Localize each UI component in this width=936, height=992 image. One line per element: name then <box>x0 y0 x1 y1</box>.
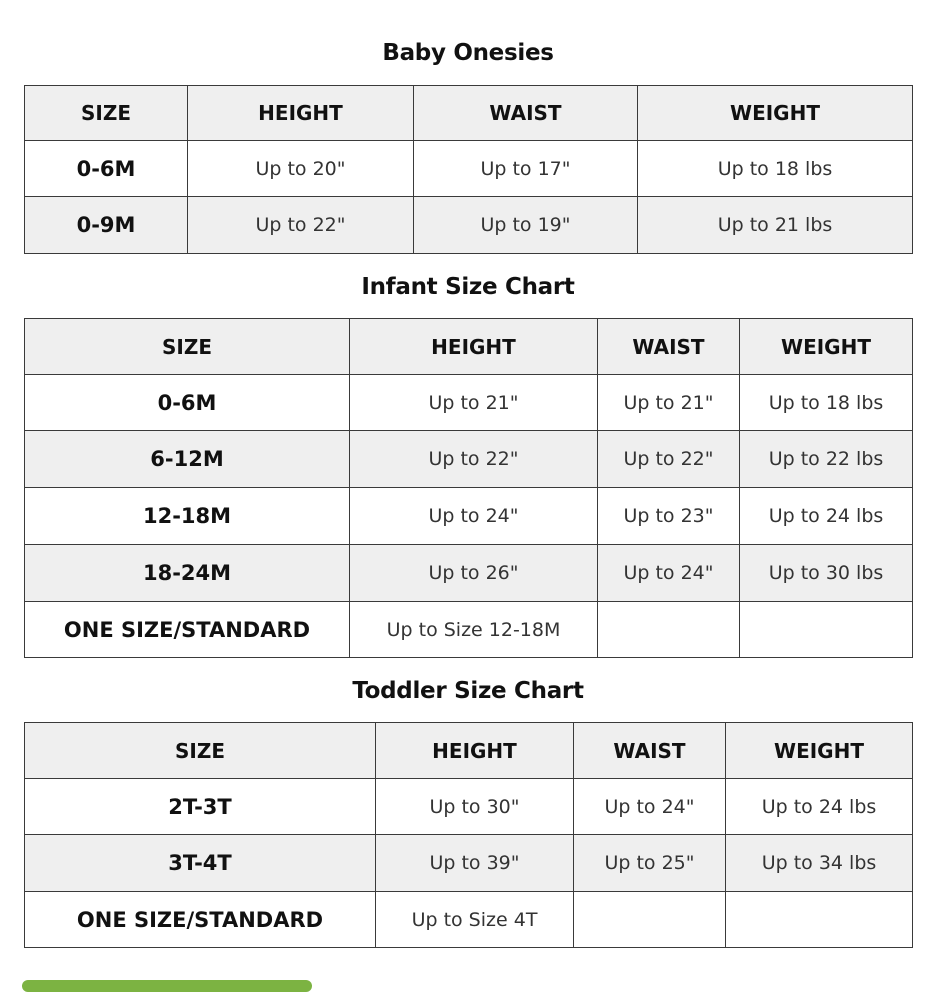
size-cell: ONE SIZE/STANDARD <box>25 892 376 948</box>
toddler-size-chart-title: Toddler Size Chart <box>352 678 584 704</box>
waist-cell <box>598 602 740 658</box>
weight-cell <box>726 892 913 948</box>
waist-cell: Up to 19" <box>414 197 638 254</box>
waist-cell: Up to 24" <box>574 779 726 835</box>
column-header-height: HEIGHT <box>188 86 414 141</box>
weight-cell: Up to 22 lbs <box>740 431 913 488</box>
table-row <box>25 197 913 254</box>
height-cell: Up to 24" <box>350 488 598 545</box>
size-cell: 0-6M <box>25 141 188 197</box>
table-header-row <box>25 86 913 141</box>
waist-cell: Up to 23" <box>598 488 740 545</box>
waist-cell: Up to 21" <box>598 375 740 431</box>
baby-onesies-title: Baby Onesies <box>382 40 554 66</box>
column-header-weight: WEIGHT <box>638 86 913 141</box>
column-header-size: SIZE <box>25 86 188 141</box>
column-header-weight: WEIGHT <box>726 723 913 779</box>
size-cell: 3T-4T <box>25 835 376 892</box>
weight-cell: Up to 24 lbs <box>726 779 913 835</box>
table-row <box>25 892 913 948</box>
weight-cell <box>740 602 913 658</box>
accent-bar <box>22 980 312 992</box>
size-cell: 0-6M <box>25 375 350 431</box>
column-header-size: SIZE <box>25 723 376 779</box>
column-header-height: HEIGHT <box>376 723 574 779</box>
height-cell: Up to 22" <box>188 197 414 254</box>
weight-cell: Up to 21 lbs <box>638 197 913 254</box>
table-header-row <box>25 319 913 375</box>
toddler-size-table <box>24 722 913 948</box>
weight-cell: Up to 24 lbs <box>740 488 913 545</box>
waist-cell: Up to 17" <box>414 141 638 197</box>
table-row <box>25 545 913 602</box>
size-cell: 18-24M <box>25 545 350 602</box>
table-row <box>25 141 913 197</box>
column-header-weight: WEIGHT <box>740 319 913 375</box>
column-header-size: SIZE <box>25 319 350 375</box>
size-cell: 12-18M <box>25 488 350 545</box>
height-cell: Up to 21" <box>350 375 598 431</box>
weight-cell: Up to 34 lbs <box>726 835 913 892</box>
height-cell: Up to 22" <box>350 431 598 488</box>
table-row <box>25 779 913 835</box>
height-cell: Up to 26" <box>350 545 598 602</box>
waist-cell: Up to 24" <box>598 545 740 602</box>
weight-cell: Up to 30 lbs <box>740 545 913 602</box>
height-cell: Up to Size 12-18M <box>350 602 598 658</box>
column-header-waist: WAIST <box>574 723 726 779</box>
table-row <box>25 488 913 545</box>
height-cell: Up to 30" <box>376 779 574 835</box>
height-cell: Up to Size 4T <box>376 892 574 948</box>
size-cell: ONE SIZE/STANDARD <box>25 602 350 658</box>
size-cell: 2T-3T <box>25 779 376 835</box>
infant-size-chart-title: Infant Size Chart <box>361 274 575 300</box>
weight-cell: Up to 18 lbs <box>740 375 913 431</box>
waist-cell: Up to 22" <box>598 431 740 488</box>
column-header-waist: WAIST <box>414 86 638 141</box>
height-cell: Up to 20" <box>188 141 414 197</box>
table-row <box>25 602 913 658</box>
waist-cell <box>574 892 726 948</box>
table-row <box>25 835 913 892</box>
size-cell: 6-12M <box>25 431 350 488</box>
weight-cell: Up to 18 lbs <box>638 141 913 197</box>
infant-size-table <box>24 318 913 658</box>
baby-onesies-table <box>24 85 913 254</box>
column-header-height: HEIGHT <box>350 319 598 375</box>
size-cell: 0-9M <box>25 197 188 254</box>
table-row <box>25 431 913 488</box>
table-row <box>25 375 913 431</box>
height-cell: Up to 39" <box>376 835 574 892</box>
waist-cell: Up to 25" <box>574 835 726 892</box>
column-header-waist: WAIST <box>598 319 740 375</box>
table-header-row <box>25 723 913 779</box>
